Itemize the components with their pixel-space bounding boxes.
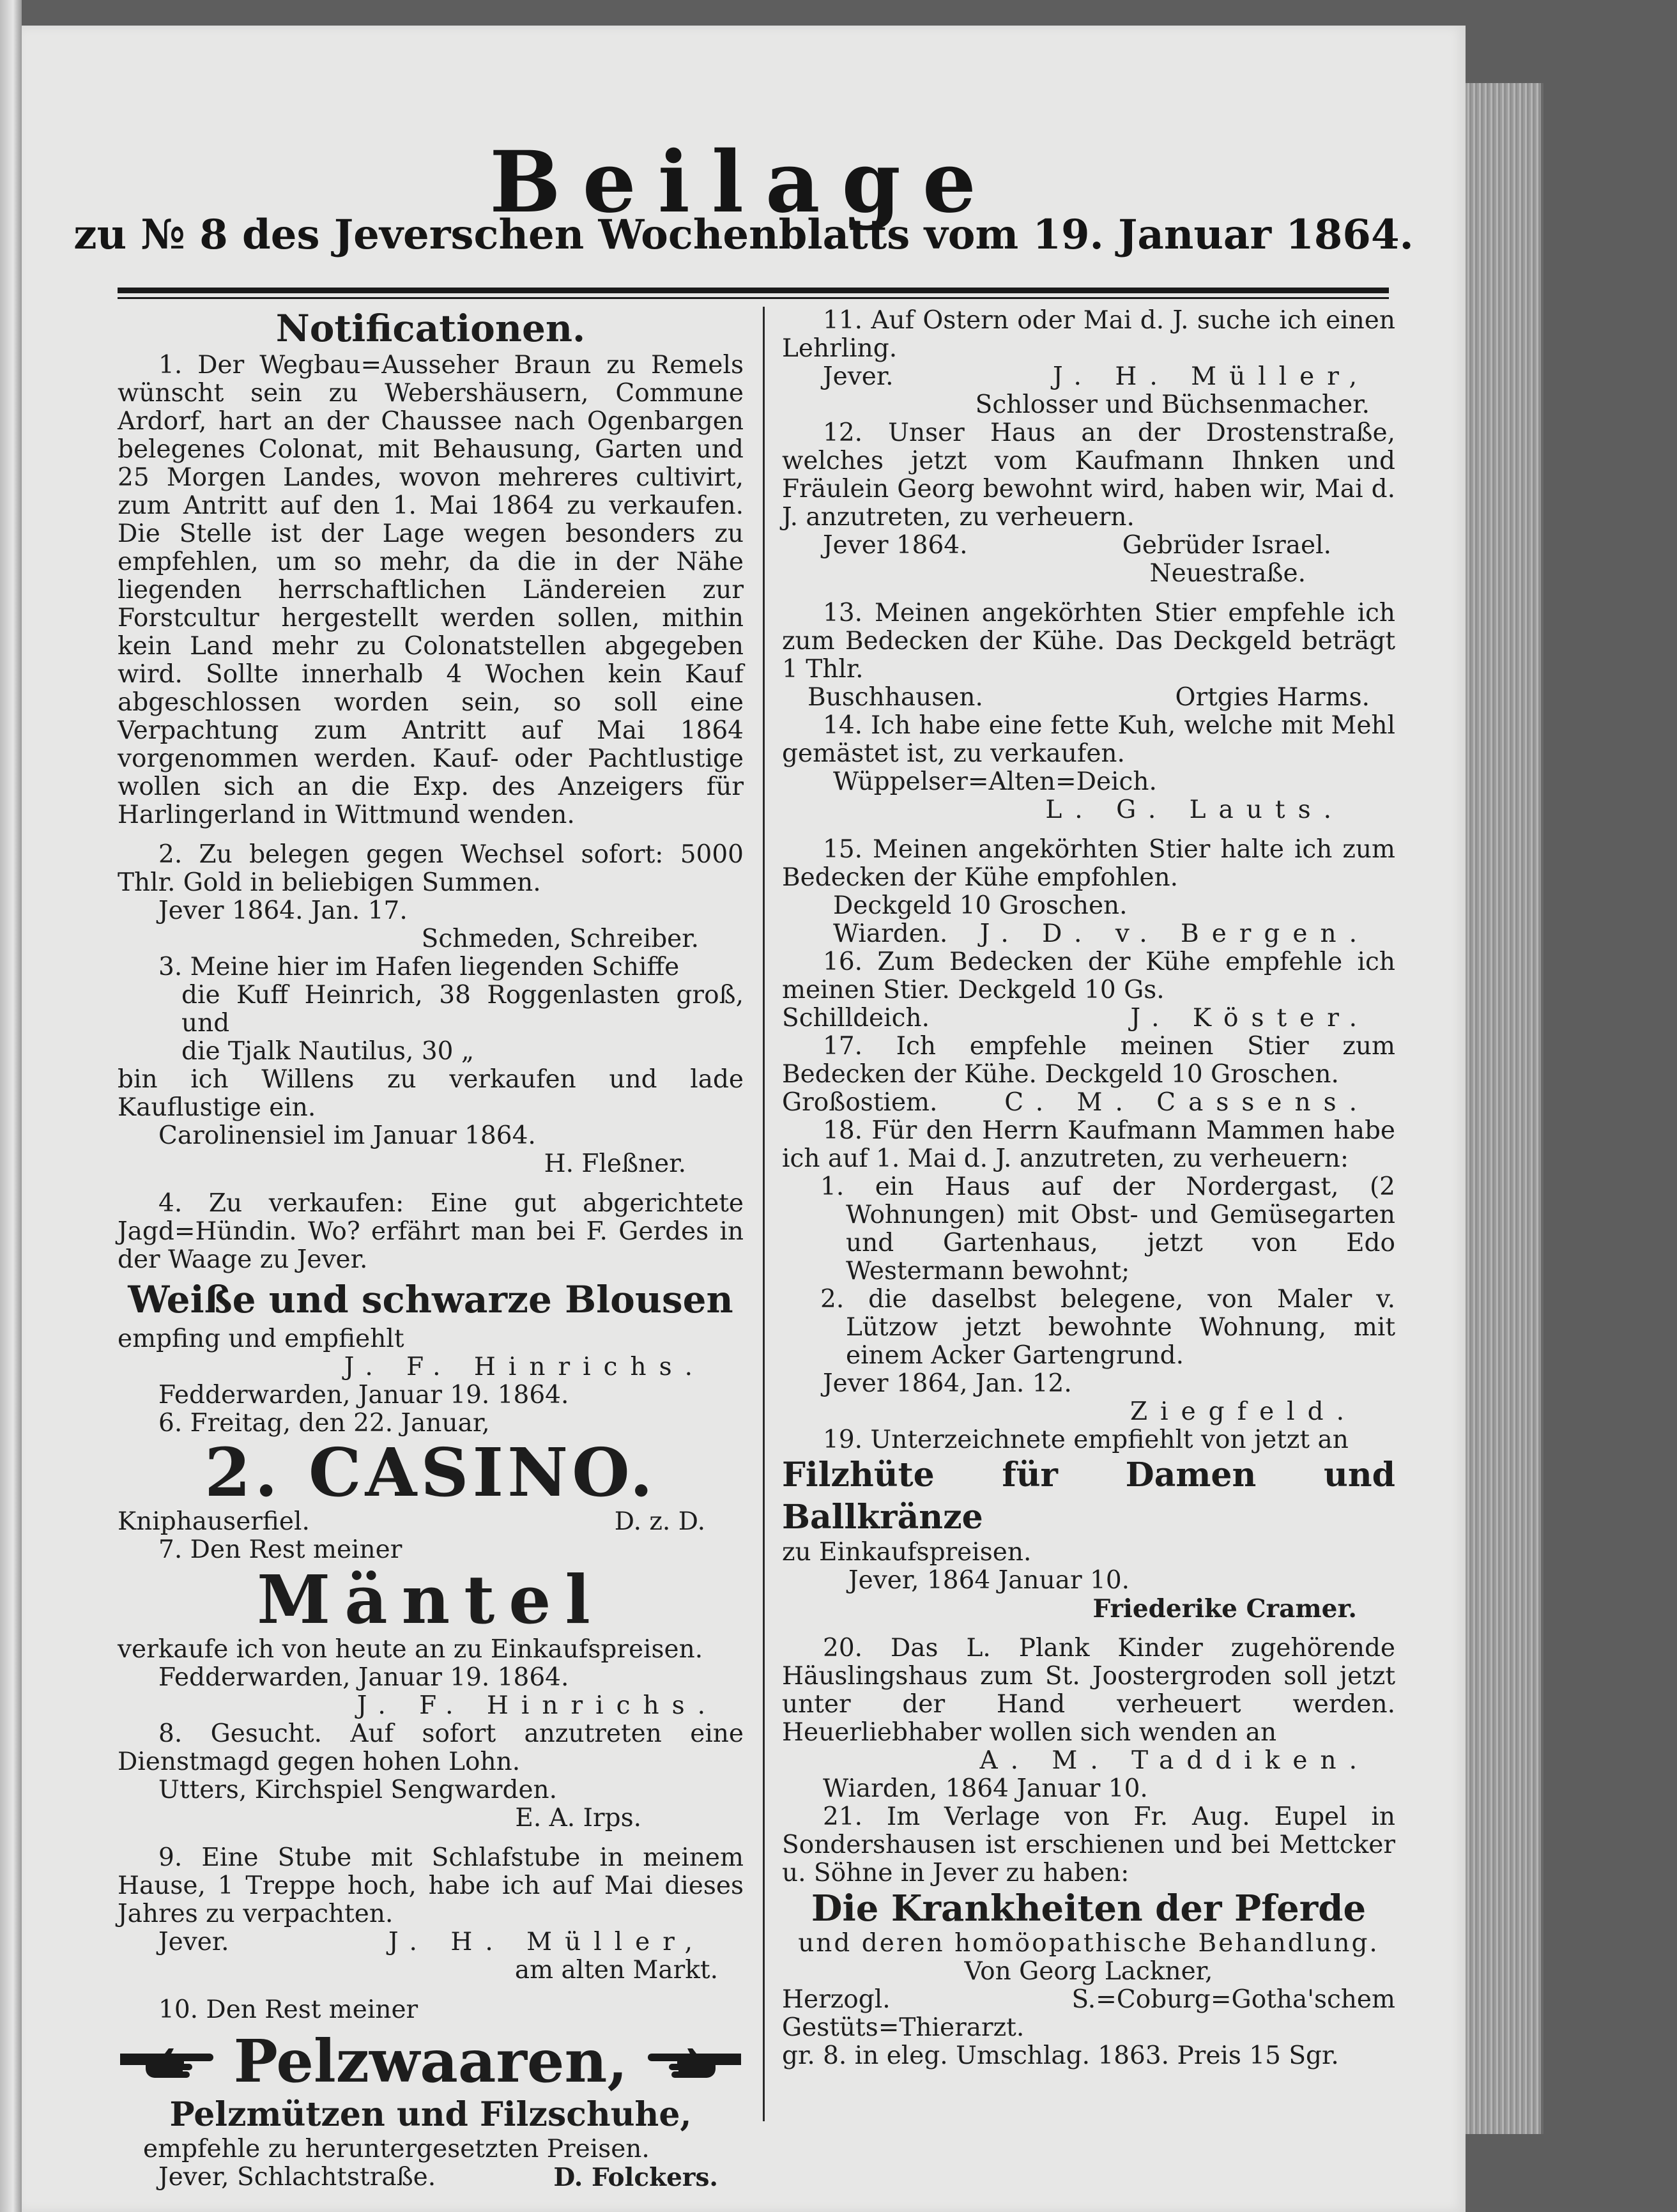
section-heading: Notificationen. [275,307,586,350]
notice-19: 19. Unterzeichnete empfiehlt von jetzt an [823,1425,1349,1454]
notice-10-subheading: Pelzmützen und Filzschuhe, [169,2095,692,2134]
notice-17-place: Großostiem. [782,1088,938,1117]
notice-9-address: am alten Markt. [514,1956,718,1985]
masthead-title: Beilage [489,133,998,232]
notice-16-footer [782,1004,1395,1033]
notice-6-date: 6. Freitag, den 22. Januar, [158,1409,490,1438]
notice-12-street: Neuestraße. [1149,559,1306,588]
notice-13-signature: Ortgies Harms. [1175,683,1370,712]
notice-11-place: Jever. [823,362,894,391]
notice-15: 15. Meinen angekörhten Stier halte ich zum Bedecken der Kühe empfohlen. [782,835,1395,892]
notice-12-footer [782,532,1395,560]
notice-17-signature: C. M. Cassens. [1004,1088,1370,1117]
notice-3-signature: H. Fleßner. [544,1149,686,1178]
notice-21: 21. Im Verlage von Fr. Aug. Eupel in Sondershausen ist erschienen und bei Mettcker u. Söhne in Jever zu haben: [782,1802,1395,1887]
notice-11: 11. Auf Ostern oder Mai d. J. suche ich einen Lehrling. [782,306,1395,363]
newspaper-page [22,26,1466,2212]
notice-2-signature: Schmeden, Schreiber. [421,925,699,953]
notice-17-footer [782,1089,1395,1117]
masthead-rule-thin [118,297,1389,299]
notice-2-place: Jever 1864. Jan. 17. [158,896,408,925]
notice-15-footer [782,920,1395,948]
notice-16-place: Schilldeich. [782,1004,930,1033]
notice-3-line-c: die Tjalk Nautilus, 30 „ [181,1037,475,1066]
notice-10-footer [118,2163,744,2192]
notice-5-signature: J. F. Hinrichs. [344,1353,705,1381]
notice-6-signature: D. z. D. [614,1507,705,1536]
notice-20: 20. Das L. Plank Kinder zugehörende Häuslingshaus zum St. Joostergroden soll jetzt unter der Hand verheuert werden. Heuerliebhaber wollen sich wenden an [782,1634,1395,1747]
notice-8-signature: E. A. Irps. [515,1804,641,1832]
notice-19-signature: Friederike Cramer. [1092,1594,1357,1624]
notice-6-casino: 2. CASINO. [204,1433,657,1512]
notice-10-place: Jever, Schlachtstraße. [158,2163,436,2192]
notice-20-signature: A. M. Taddiken. [979,1746,1370,1775]
notice-7-place: Fedderwarden, Januar 19. 1864. [158,1663,569,1692]
notice-5-text: empfing und empfiehlt [118,1325,404,1353]
notice-14-signature: L. G. Lauts. [1045,795,1344,824]
notice-11-trade: Schlosser und Büchsenmacher. [975,390,1370,419]
masthead-rule [118,288,1389,293]
notice-9-signature: J. H. Müller, [388,1928,705,1956]
notice-12: 12. Unser Haus an der Drostenstraße, welches jetzt vom Kaufmann Ihnken und Fräulein Georg bewohnt wird, haben wir, Mai d. J. anzutreten, zu verheuern. [782,419,1395,532]
notice-13: 13. Meinen angekörhten Stier empfehle ich zum Bedecken der Kühe. Das Deckgeld beträgt 1 Thlr. [782,599,1395,684]
notice-8-place: Utters, Kirchspiel Sengwarden. [158,1776,558,1804]
notice-11-signature: J. H. Müller, [1052,362,1370,391]
notice-7-text: verkaufe ich von heute an zu Einkaufspreisen. [118,1635,703,1664]
notice-15-fee: Deckgeld 10 Groschen. [833,891,1128,920]
notice-8: 8. Gesucht. Auf sofort anzutreten eine Dienstmagd gegen hohen Lohn. [118,1719,744,1776]
notice-18: 18. Für den Herrn Kaufmann Mammen habe ich auf 1. Mai d. J. anzutreten, zu verheuern: [782,1116,1395,1173]
notice-13-place: Buschhausen. [808,683,983,712]
notice-9-footer [118,1928,744,1956]
notice-19-text: zu Einkaufspreisen. [782,1538,1032,1567]
notice-18-item-2: 2. die daselbst belegene, von Maler v. Lützow jetzt bewohnte Wohnung, mit einem Acker Gartengrund. [820,1285,1395,1370]
notice-13-footer [782,684,1395,712]
notice-10-intro: 10. Den Rest meiner [158,1995,418,2024]
notice-6-place: Kniphauserfiel. [118,1507,310,1536]
notice-16-signature: J. Köster. [1130,1004,1370,1033]
notice-21-title: Die Krankheiten der Pferde [811,1887,1367,1930]
notice-1: 1. Der Wegbau=Ausseher Braun zu Remels wünscht sein zu Webershäusern, Commune Ardorf, hart an der Chaussee nach Ogenbargen belegenes Colonat, mit Behausung, Garten und 25 Morgen Landes, wovon mehreres cultivirt, zum Antritt auf den 1. Mai 1864 zu verkaufen. Die Stelle ist der Lage wegen besonders zu empfehlen, um so mehr, da die in der Nähe liegenden herrschaftlichen Ländereien zur Forstcultur hergestellt werden sollen, mithin kein Land mehr zu Colonatstellen abgegeben wird. Sollte innerhalb 4 Wochen kein Kauf abgeschlossen worden sein, so soll eine Verpachtung zum Antritt auf Mai 1864 vorgenommen werden. Kauf- oder Pachtlustige wollen sich an die Exp. des Anzeigers für Harlingerland in Wittmund wenden. [118,351,744,829]
left-page-edge [0,0,22,2212]
notice-12-place: Jever 1864. [823,531,968,560]
notice-18-signature: Ziegfeld. [1130,1397,1357,1426]
notice-17: 17. Ich empfehle meinen Stier zum Bedecken der Kühe. Deckgeld 10 Groschen. [782,1032,1395,1089]
notice-15-place: Wiarden. [833,919,948,948]
notice-19-place: Jever, 1864 Januar 10. [848,1566,1130,1595]
right-column [782,307,1395,2070]
notice-21-author: Von Georg Lackner, [964,1957,1213,1986]
notice-6-footer [118,1508,744,1536]
notice-5-heading: Weiße und schwarze Blousen [128,1278,733,1321]
notice-2: 2. Zu belegen gegen Wechsel sofort: 5000 Thlr. Gold in beliebigen Summen. [118,840,744,897]
pointing-hand-right-icon [118,2042,213,2080]
notice-14-place: Wüppelser=Alten=Deich. [833,767,1157,796]
notice-3-place: Carolinensiel im Januar 1864. [158,1121,536,1150]
notice-7-signature: J. F. Hinrichs. [356,1691,718,1720]
notice-12-signature: Gebrüder Israel. [1122,531,1331,560]
notice-21-author-title: Herzogl. S.=Coburg=Gotha'schem Gestüts=Thierarzt. [782,1985,1395,2042]
notice-18-place: Jever 1864, Jan. 12. [823,1369,1072,1398]
notice-10-signature: D. Folckers. [553,2163,718,2192]
book-spine-edge [1466,83,1543,2134]
notice-15-signature: J. D. v. Bergen. [979,919,1370,948]
notice-10-text: empfehle zu heruntergesetzten Preisen. [143,2135,650,2163]
notice-9-place: Jever. [158,1928,229,1956]
left-column [118,307,744,2192]
notice-7-intro: 7. Den Rest meiner [158,1535,402,1564]
notice-3-line-a: 3. Meine hier im Hafen liegenden Schiffe [158,953,680,981]
notice-21-price: gr. 8. in eleg. Umschlag. 1863. Preis 15 Sgr. [782,2041,1339,2070]
notice-4: 4. Zu verkaufen: Eine gut abgerichtete Jagd=Hündin. Wo? erfährt man bei F. Gerdes in der Waage zu Jever. [118,1189,744,1274]
notice-20-place: Wiarden, 1864 Januar 10. [823,1774,1148,1803]
notice-10-pelzwaaren: Pelzwaaren, [233,2027,628,2096]
notice-3-line-d: bin ich Willens zu verkaufen und lade Kauflustige ein. [118,1065,744,1122]
notice-18-item-1: 1. ein Haus auf der Nordergast, (2 Wohnungen) mit Obst- und Gemüsegarten und Gartenhaus, jetzt von Edo Westermann bewohnt; [820,1172,1395,1286]
pointing-hand-left-icon [648,2042,744,2080]
notice-10-banner [118,2028,744,2094]
notice-14: 14. Ich habe eine fette Kuh, welche mit Mehl gemästet ist, zu verkaufen. [782,711,1395,768]
notice-21-subtitle: und deren homöopathische Behandlung. [798,1929,1379,1958]
notice-7-maentel: Mäntel [257,1560,604,1639]
notice-5-place: Fedderwarden, Januar 19. 1864. [158,1381,569,1409]
notice-16: 16. Zum Bedecken der Kühe empfehle ich meinen Stier. Deckgeld 10 Gs. [782,948,1395,1004]
column-divider [763,307,765,2121]
notice-9: 9. Eine Stube mit Schlafstube in meinem Hause, 1 Treppe hoch, habe ich auf Mai dieses Jahres zu verpachten. [118,1843,744,1928]
notice-19-heading: Filzhüte für Damen und Ballkränze [782,1455,1395,1537]
notice-3-line-b: die Kuff Heinrich, 38 Roggenlasten groß, und [181,981,744,1038]
notice-11-footer [782,363,1395,391]
masthead-subtitle: zu № 8 des Jeverschen Wochenblatts vom 19. Januar 1864. [73,211,1414,259]
